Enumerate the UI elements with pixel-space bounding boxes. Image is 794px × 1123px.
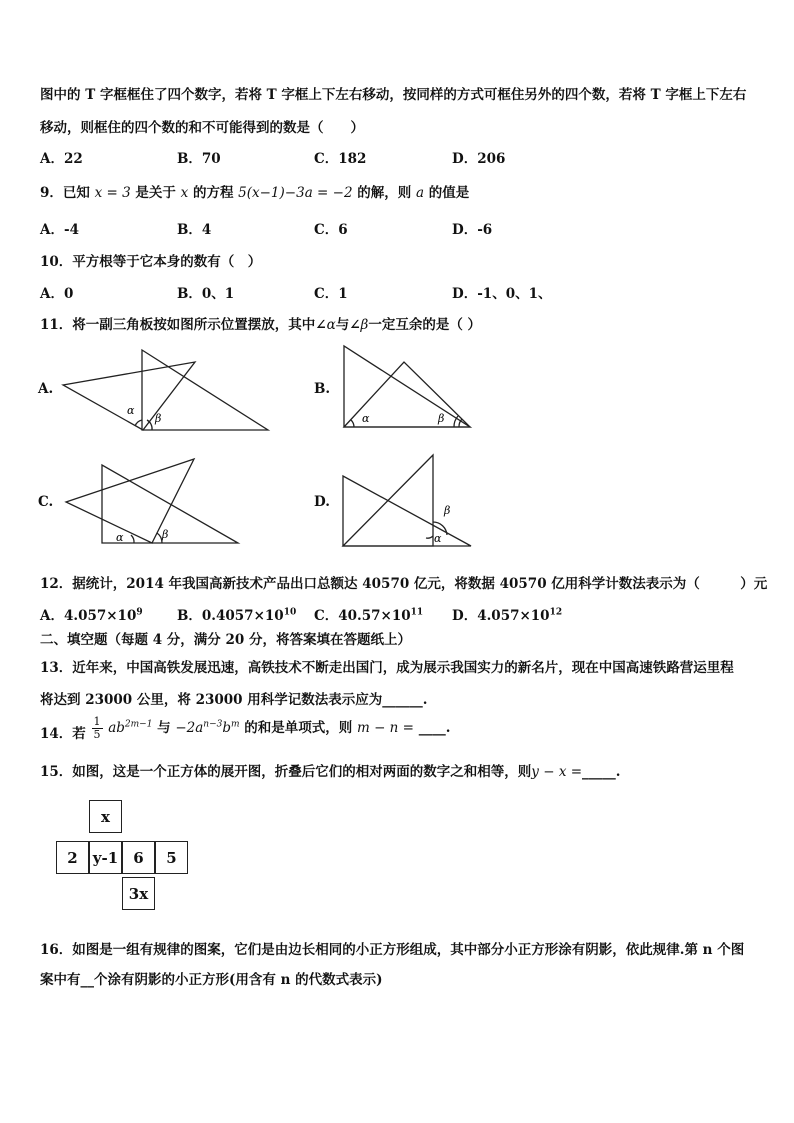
fig-d-triangle-1: [343, 476, 471, 546]
q9-option-b: B．4: [177, 222, 212, 238]
fig-b-beta: β: [438, 412, 445, 425]
q12-option-c: C．$40.57\times 10^{11}$: [314, 607, 424, 624]
q8-line2: 移动，则框住的四个数的和不可能得到的数是（ ）: [40, 120, 364, 136]
q8-option-d: D．206: [452, 151, 506, 167]
fig-d-beta: β: [444, 504, 451, 517]
q13-line1: 13．近年来，中国高铁发展迅速，高铁技术不断走出国门，成为展示我国实力的新名片，现在中国高速铁路营运里程: [40, 660, 734, 676]
q8-option-a: A．22: [40, 151, 83, 167]
q9-expr1: x = 3: [94, 185, 131, 201]
cube-cell-right2: 5: [155, 841, 188, 874]
q10-question: 10．平方根等于它本身的数有（ ）: [40, 254, 262, 270]
q8-option-b: B．70: [177, 151, 221, 167]
fig-c-triangle-1: [66, 459, 194, 543]
q13-line2: 将达到 23000 公里，将 23000 用科学记数法表示应为______.: [40, 692, 428, 708]
q11-figure-c: [60, 455, 245, 550]
q9-option-d: D．-6: [452, 222, 493, 238]
q10-option-b: B．0、1: [177, 286, 235, 302]
fig-d-triangle-2: [343, 455, 433, 546]
q10-option-a: A．0: [40, 286, 74, 302]
cube-cell-center: y-1: [89, 841, 122, 874]
cube-cell-bottom: 3x: [122, 877, 155, 910]
q9-equation: 5(x−1)−3a = −2: [238, 185, 353, 201]
fig-a-alpha: α: [127, 404, 135, 417]
fig-d-alpha: α: [434, 532, 442, 545]
q10-option-c: C．1: [314, 286, 348, 302]
q16-line2: 案中有__个涂有阴影的小正方形(用含有 n 的代数式表示): [40, 972, 383, 988]
cube-net: [56, 800, 186, 916]
q12-option-b: B．$0.4057\times 10^{10}$: [177, 607, 297, 624]
q11-option-a-label: A.: [38, 381, 54, 397]
q12-question: 12．据统计，2014 年我国高新技术产品出口总额达 40570 亿元，将数据 40570 亿用科学计数法表示为（ ）元: [40, 576, 768, 592]
q11-option-d-label: D.: [314, 494, 330, 510]
fig-a-triangle-1: [63, 362, 195, 430]
fig-a-beta: β: [155, 412, 162, 425]
fig-b-alpha: α: [362, 412, 370, 425]
cube-cell-right1: 6: [122, 841, 155, 874]
q11-figure-b: [338, 340, 478, 435]
q11-option-c-label: C.: [38, 494, 54, 510]
fig-c-alpha: α: [116, 531, 124, 544]
section2-heading: 二、填空题（每题 4 分，满分 20 分，将答案填在答题纸上）: [40, 632, 411, 648]
q9-option-c: C．6: [314, 222, 348, 238]
q12-option-a: A．$4.057\times 10^9$: [40, 607, 143, 624]
cube-cell-top: x: [89, 800, 122, 833]
cube-cell-left: 2: [56, 841, 89, 874]
q11-figure-d: [338, 450, 478, 550]
q11-option-b-label: B.: [314, 381, 331, 397]
q9-option-a: A．-4: [40, 222, 79, 238]
q10-option-d: D．-1、0、1、: [452, 286, 552, 302]
q15-question: 15．如图，这是一个正方体的展开图，折叠后它们的相对两面的数字之和相等，则y − x =_____.: [40, 764, 621, 780]
fig-c-beta: β: [162, 528, 169, 541]
q12-option-d: D．$4.057\times 10^{12}$: [452, 607, 563, 624]
q14-question: 14．若 $\frac{1}{5}$ $ab^{2m-1}$ 与 $-2a^{n-3}b^m$ 的和是单项式，则 m − n = ____.: [40, 715, 451, 742]
q11-figure-a: [55, 340, 275, 440]
q11-question: 11．将一副三角板按如图所示位置摆放，其中∠α与∠β一定互余的是（ ）: [40, 317, 482, 333]
q8-option-c: C．182: [314, 151, 367, 167]
q8-line1: 图中的 T 字框框住了四个数字，若将 T 字框上下左右移动，按同样的方式可框住另外的四个数，若将 T 字框上下左右: [40, 87, 747, 103]
q9-question: 9．已知 x = 3 是关于 x 的方程 5(x−1)−3a = −2 的解，则 a 的值是: [40, 185, 470, 201]
q16-line1: 16．如图是一组有规律的图案，它们是由边长相同的小正方形组成，其中部分小正方形涂有阴影，依此规律.第 n 个图: [40, 942, 745, 958]
